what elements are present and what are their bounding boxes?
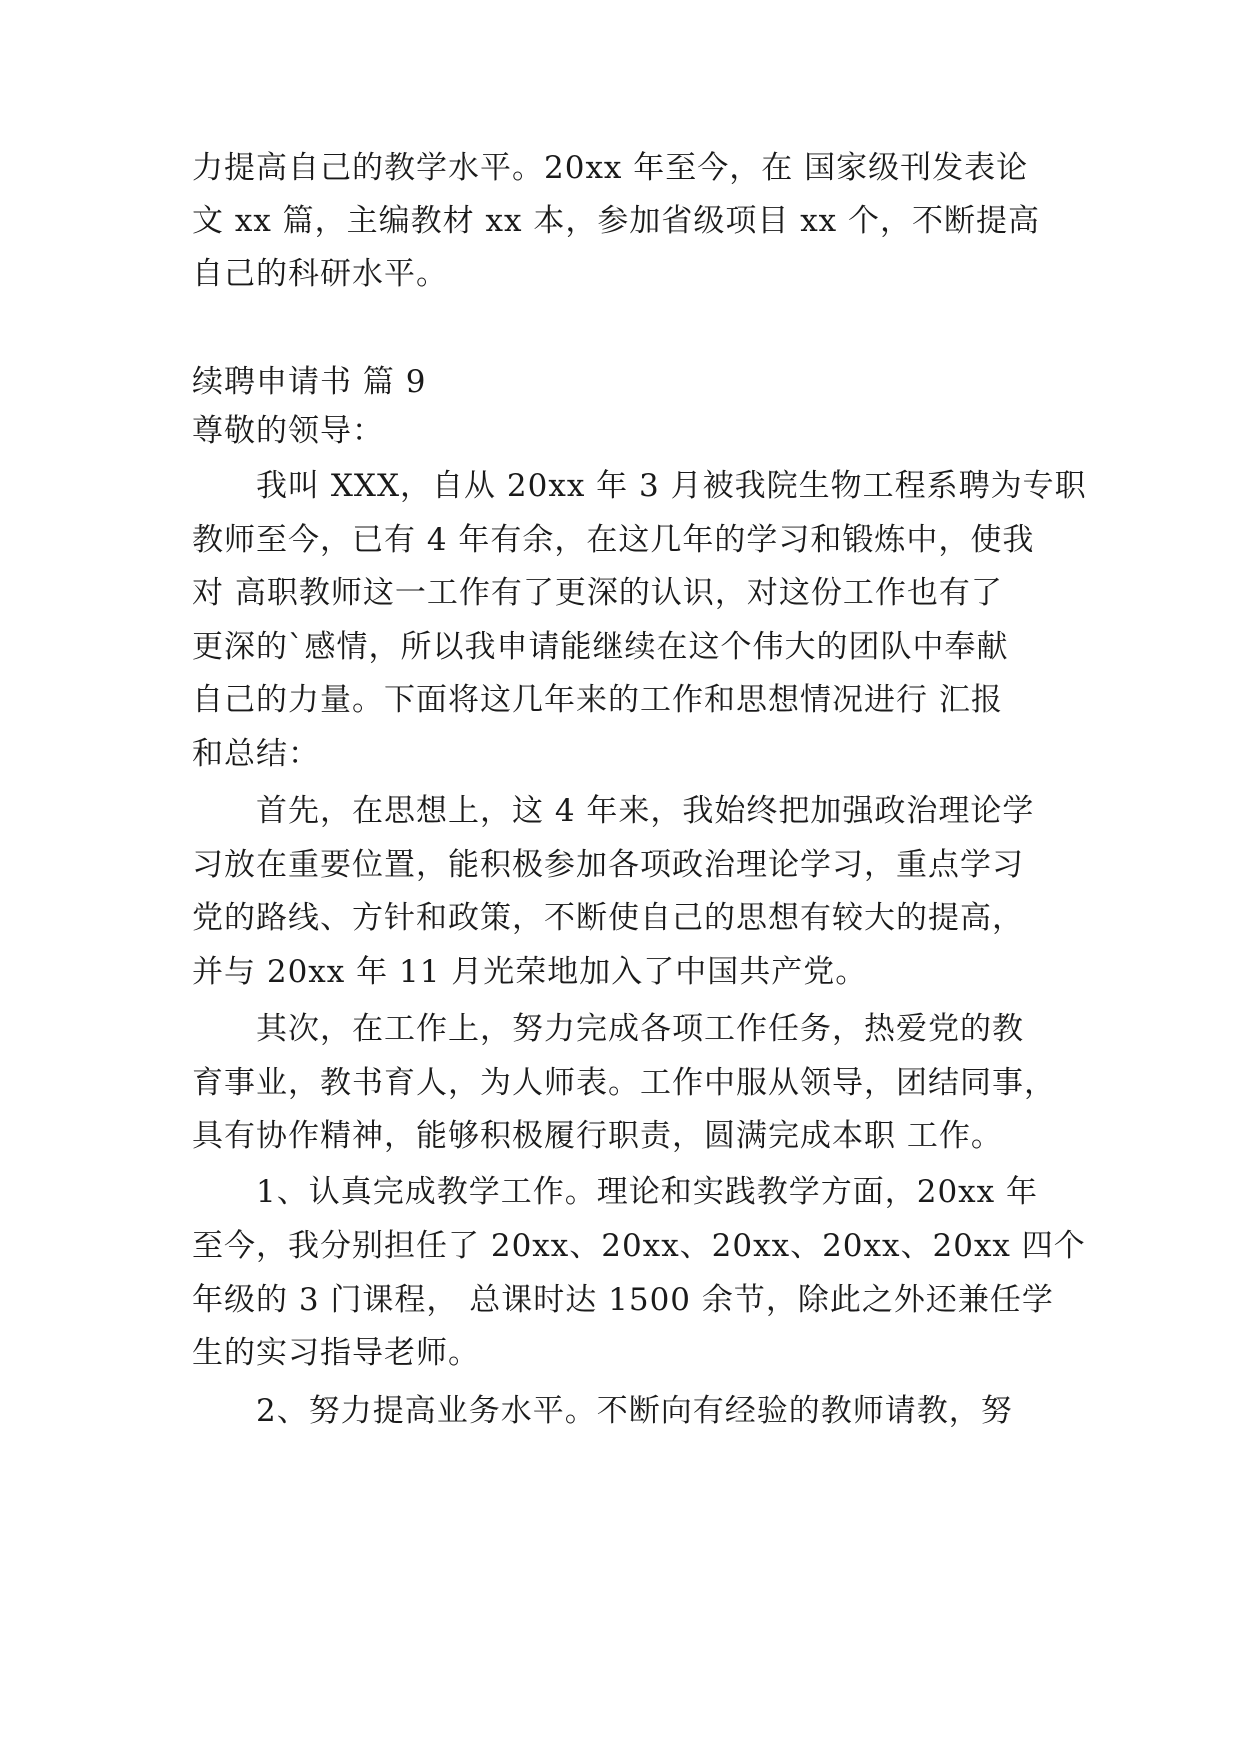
text-line: 1、认真完成教学工作。理论和实践教学方面，20xx 年 <box>256 1174 1038 1210</box>
text-line: 首先，在思想上，这 4 年来，我始终把加强政治理论学 <box>256 793 1035 829</box>
section-title: 续聘申请书 篇 9 <box>192 364 427 400</box>
text-line: 自己的力量。下面将这几年来的工作和思想情况进行 汇报 <box>192 682 1003 718</box>
text-line: 习放在重要位置，能积极参加各项政治理论学习，重点学习 <box>192 847 1024 883</box>
text-line: 我叫 XXX，自从 20xx 年 3 月被我院生物工程系聘为专职 <box>256 468 1087 504</box>
text-line: 对 高职教师这一工作有了更深的认识，对这份工作也有了 <box>192 575 1003 611</box>
text-line: 其次，在工作上，努力完成各项工作任务，热爱党的教 <box>256 1011 1024 1047</box>
text-line: 和总结： <box>192 736 320 772</box>
text-line: 教师至今，已有 4 年有余，在这几年的学习和锻炼中，使我 <box>192 522 1035 558</box>
text-line: 具有协作精神，能够积极履行职责，圆满完成本职 工作。 <box>192 1118 1003 1154</box>
text-line: 育事业，教书育人，为人师表。工作中服从领导，团结同事， <box>192 1065 1056 1101</box>
salutation: 尊敬的领导： <box>192 413 384 449</box>
text-line: 文 xx 篇，主编教材 xx 本，参加省级项目 xx 个，不断提高 <box>192 203 1041 239</box>
text-line: 并与 20xx 年 11 月光荣地加入了中国共产党。 <box>192 954 868 990</box>
text-line: 力提高自己的教学水平。20xx 年至今，在 国家级刊发表论 <box>192 150 1029 186</box>
text-line: 2、努力提高业务水平。不断向有经验的教师请教，努 <box>256 1393 1013 1429</box>
text-line: 党的路线、方针和政策，不断使自己的思想有较大的提高， <box>192 900 1024 936</box>
text-line: 生的实习指导老师。 <box>192 1335 480 1371</box>
text-line: 至今，我分别担任了 20xx、20xx、20xx、20xx、20xx 四个 <box>192 1228 1086 1264</box>
text-line: 年级的 3 门课程， 总课时达 1500 余节，除此之外还兼任学 <box>192 1282 1054 1318</box>
text-line: 自己的科研水平。 <box>192 256 448 292</box>
text-line: 更深的`感情，所以我申请能继续在这个伟大的团队中奉献 <box>192 629 1009 665</box>
